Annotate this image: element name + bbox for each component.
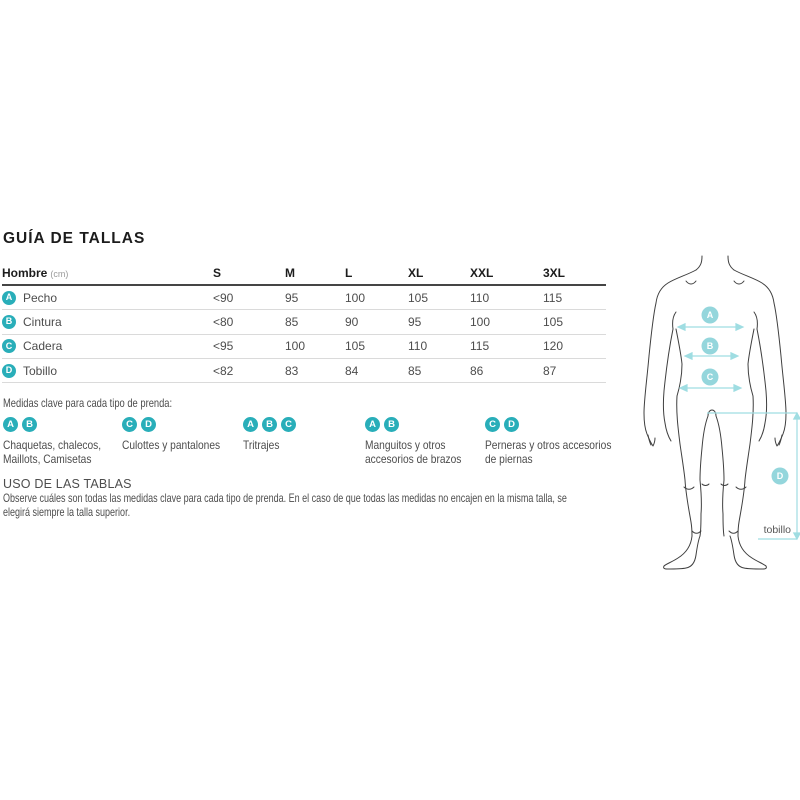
legend-group-badges [243,417,296,432]
legend-key-badge: C [281,417,296,432]
table-body [2,286,606,383]
legend-group-label-line: Culottes y pantalones [122,438,221,452]
size-value: <95 [213,339,234,354]
unit-label: (cm) [50,269,69,279]
table-header-row [2,262,606,286]
size-value: 90 [345,314,359,329]
legend-group-label-line: Manguitos y otros [365,438,446,452]
legend-group [243,417,296,453]
size-value: 84 [345,363,359,378]
legend-key-badge: A [3,417,18,432]
measure-key-badge: B [2,315,16,329]
legend-group [485,417,634,466]
legend-heading: Medidas clave para cada tipo de prenda: [3,396,173,410]
legend-group-label [3,439,101,466]
size-value: 115 [543,290,563,305]
measure-key-badge: A [2,291,16,305]
legend-key-badge: A [365,417,380,432]
usage-text-line: elegirá siempre la talla superior. [3,504,131,519]
legend-group-label [485,439,611,466]
legend-key-badge: D [141,417,156,432]
size-value: 110 [408,339,428,354]
size-table [2,262,606,383]
ankle-marker-label: D [776,471,784,482]
legend-group-label [243,439,288,453]
body-measurement-diagram [640,252,800,572]
column-header-l: L [345,266,353,280]
usage-text-line: Observe cuáles son todas las medidas clave para cada tipo de prenda. En el caso de que todas las medidas no encajen en la misma talla, se [3,491,567,505]
legend-group-label-line: Chaquetas, chalecos, [3,438,102,452]
size-value: 95 [408,314,422,329]
size-value: 85 [285,314,299,329]
legend-group-label-line: Perneras y otros accesorios [485,438,612,452]
measure-label: Pecho [23,290,58,305]
size-value: 115 [470,339,490,354]
male-body-illustration [640,252,800,572]
measure-key-badge: C [2,339,16,353]
legend-group [122,417,237,453]
legend-key-badge: B [384,417,399,432]
size-value: 100 [285,339,306,354]
measure-label: Tobillo [23,363,58,378]
legend-group-badges [365,417,478,432]
measure-label-cell [2,364,213,378]
table-row-cadera [2,335,606,359]
column-header-s: S [213,266,222,280]
measure-key-badge: D [2,364,16,378]
measure-label-cell [2,315,213,329]
measurement-lines [678,324,800,539]
column-header-3xl: 3XL [543,266,566,280]
measurement-markers [702,307,792,537]
size-value: 110 [470,290,490,305]
legend-group-label [365,439,461,466]
legend-key-badge: B [262,417,277,432]
size-value: 87 [543,363,557,378]
legend-group-label-line: Maillots, Camisetas [3,451,92,466]
size-value: 95 [285,290,299,305]
legend-key-badge: C [485,417,500,432]
column-header-xl: XL [408,266,424,280]
ankle-text-label: tobillo [763,524,791,536]
legend-key-badge: B [22,417,37,432]
legend-group [365,417,478,466]
size-value: 120 [543,339,564,354]
measure-label: Cadera [23,339,63,354]
size-value: 105 [345,339,366,354]
legend-group-badges [3,417,118,432]
size-value: 83 [285,363,299,378]
size-value: 105 [408,290,429,305]
column-header-xxl: XXL [470,266,494,280]
legend-group-badges [485,417,634,432]
size-value: 86 [470,363,484,378]
gender-header: Hombre [2,266,48,280]
size-value: 105 [543,314,564,329]
table-corner-header [2,266,213,280]
measure-label-cell [2,291,213,305]
size-value: <82 [213,363,234,378]
usage-heading: USO DE LAS TABLAS [3,477,132,491]
legend-group-label-line: Tritrajes [243,438,280,452]
legend-group-label [122,439,220,453]
size-value: 100 [345,290,366,305]
measure-label-cell [2,339,213,353]
legend-group-label-line: accesorios de brazos [365,451,462,466]
size-value: 85 [408,363,422,378]
size-value: <90 [213,290,234,305]
size-value: <80 [213,314,234,329]
legend-key-badge: A [243,417,258,432]
chest-marker-label: A [706,310,714,321]
column-header-m: M [285,266,295,280]
waist-marker-label: B [706,341,714,352]
table-row-tobillo [2,359,606,383]
table-row-pecho [2,286,606,310]
legend-group-label-line: de piernas [485,451,533,466]
legend-group [3,417,118,466]
page-title: GUÍA DE TALLAS [3,230,146,247]
hip-marker-label: C [706,372,714,383]
legend-key-badge: D [504,417,519,432]
legend-group-badges [122,417,237,432]
table-row-cintura [2,310,606,334]
legend-key-badge: C [122,417,137,432]
size-value: 100 [470,314,491,329]
measure-label: Cintura [23,314,62,329]
